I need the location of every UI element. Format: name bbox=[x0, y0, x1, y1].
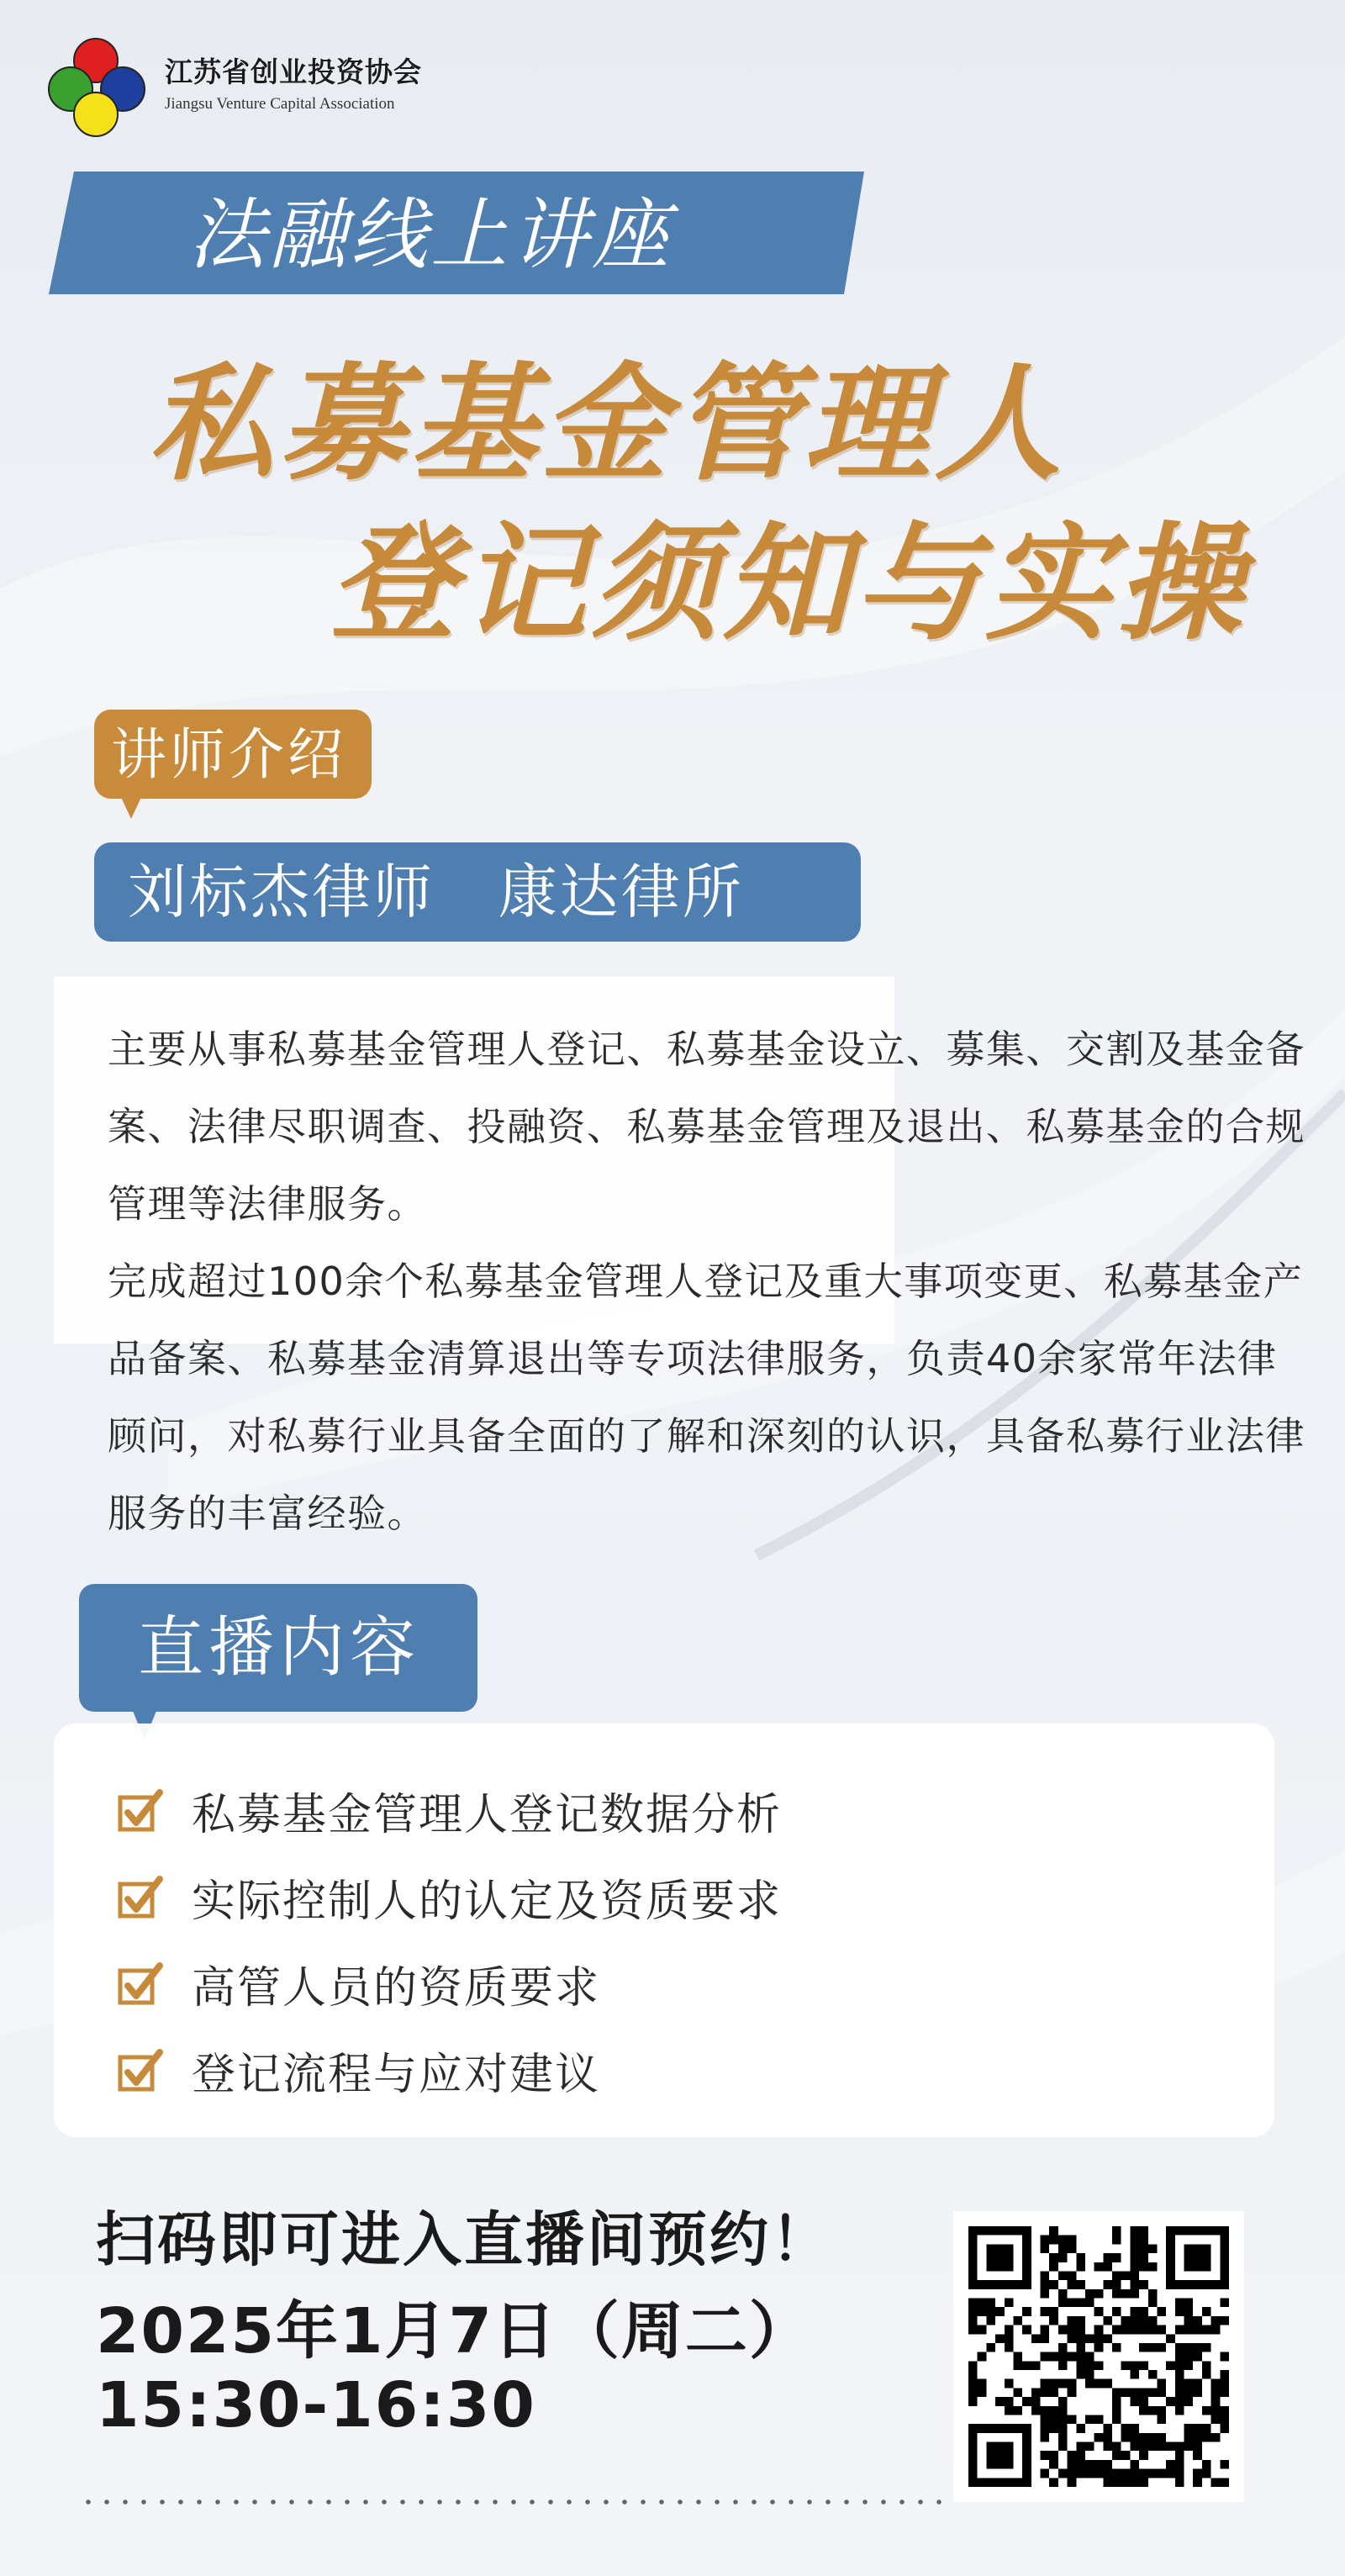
logo-name-en: Jiangsu Venture Capital Association bbox=[165, 95, 395, 113]
list-item-label: 高管人员的资质要求 bbox=[192, 1963, 601, 2014]
live-content-list bbox=[118, 1767, 782, 2114]
event-date: 2025年1月7日（周二） bbox=[96, 2295, 813, 2367]
list-item-label: 登记流程与应对建议 bbox=[192, 2050, 601, 2100]
list-item bbox=[118, 2027, 782, 2114]
checkbox-checked-icon bbox=[118, 1787, 165, 1834]
checkbox-checked-icon bbox=[118, 1874, 165, 1921]
instructor-bio bbox=[108, 1011, 1310, 1552]
list-item bbox=[118, 1940, 782, 2027]
checkbox-checked-icon bbox=[118, 1961, 165, 2008]
checkbox-checked-icon bbox=[118, 2047, 165, 2094]
dotted-divider bbox=[79, 2499, 945, 2505]
list-item-label: 实际控制人的认定及资质要求 bbox=[192, 1877, 783, 1927]
event-time: 15:30-16:30 bbox=[96, 2369, 536, 2441]
live-content-tag-label: 直播内容 bbox=[138, 1610, 421, 1686]
instructor-name: 刘标杰律师 康达律所 bbox=[128, 858, 744, 926]
qr-code-icon[interactable] bbox=[968, 2226, 1229, 2487]
banner-label: 法融线上讲座 bbox=[188, 190, 673, 280]
list-item bbox=[118, 1854, 782, 1940]
association-logo-icon bbox=[37, 30, 155, 145]
instructor-tag-label: 讲师介绍 bbox=[111, 722, 346, 787]
bio-paragraph: 完成超过100余个私募基金管理人登记及重大事项变更、私募基金产品备案、私募基金清算退出等专项法律服务，负责40余家常年法律顾问，对私募行业具备全面的了解和深刻的认识，具备私募行业法律服务的丰富经验。 bbox=[108, 1259, 1305, 1536]
bio-paragraph: 主要从事私募基金管理人登记、私募基金设立、募集、交割及基金备案、法律尽职调查、投融资、私募基金管理及退出、私募基金的合规管理等法律服务。 bbox=[108, 1027, 1305, 1227]
list-item-label: 私募基金管理人登记数据分析 bbox=[192, 1790, 783, 1840]
qr-code-frame[interactable] bbox=[953, 2211, 1244, 2502]
logo-text bbox=[165, 50, 422, 113]
main-title-line2: 登记须知与实操 bbox=[330, 511, 1248, 657]
scan-prompt: 扫码即可进入直播间预约！ bbox=[96, 2205, 832, 2274]
logo-name-cn: 江苏省创业投资协会 bbox=[165, 55, 422, 88]
instructor-tag-pointer bbox=[119, 794, 143, 819]
list-item bbox=[118, 1767, 782, 1854]
main-title-line1: 私募基金管理人 bbox=[148, 351, 1067, 498]
